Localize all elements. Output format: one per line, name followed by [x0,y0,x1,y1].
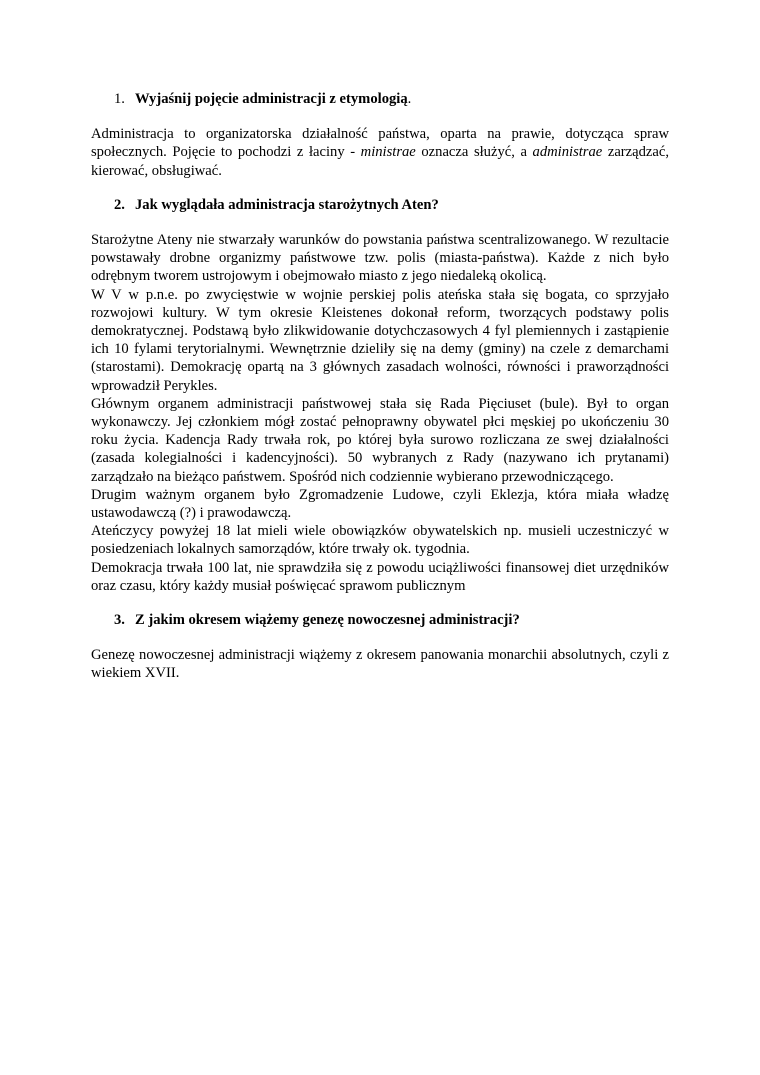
question-2-text: Jak wyglądała administracja starożytnych Aten? [135,196,439,213]
answer-1-text-a: Administracja to organizatorska działalność państwa, oparta na prawie, dotycząca spraw społecznych. Pojęcie to pochodzi z łaciny - [91,126,669,161]
question-3-heading [91,611,669,629]
answer-1-text-c: zarządzać, kierować, obsługiwać. [91,144,669,179]
question-1-text: Wyjaśnij pojęcie administracji z etymologią [135,91,408,107]
answer-1-text-b: oznacza służyć, a [415,144,533,161]
question-1-heading [91,90,669,108]
answer-3-paragraph: Genezę nowoczesnej administracji wiążemy z okresem panowania monarchii absolutnych, czyli z wiekiem XVII. [91,647,669,682]
question-2-heading [91,196,669,214]
question-1-number: 1. [114,91,125,107]
question-2-number: 2. [114,196,125,213]
answer-2-paragraph-6: Demokracja trwała 100 lat, nie sprawdziła się z powodu uciążliwości finansowej diet urzędników oraz czasu, który każdy musiał poświęcać sprawom publicznym [91,559,669,594]
answer-2-paragraph-3: Głównym organem administracji państwowej stała się Rada Pięciuset (bule). Był to organ wykonawczy. Jej członkiem mógł zostać pełnoprawny obywatel płci męskiej po ukończeniu 30 roku życia. Kadencja Rady trwała rok, po której była surowo rozliczana ze swej działalności (zasada kolegialności i kadencyjności). 50 wybranych z Rady (nazywano ich prytanami) zarządzało na bieżąco państwem. Spośród nich codziennie wybierano przewodniczącego. [91,395,669,485]
answer-2-paragraph-5: Ateńczycy powyżej 18 lat mieli wiele obowiązków obywatelskich np. musieli uczestniczyć w posiedzeniach lokalnych samorządów, które trwały ok. tygodnia. [91,523,669,558]
answer-1-term-ministrae: ministrae [360,144,416,161]
answer-1-term-administrae: administrae [532,144,603,161]
answer-2-paragraph-4: Drugim ważnym organem było Zgromadzenie Ludowe, czyli Eklezja, która miała władzę ustawodawczą (?) i prawodawczą. [91,486,669,522]
document-content [91,90,669,683]
answer-1-paragraph [91,125,669,180]
answer-2-paragraph-2: W V w p.n.e. po zwycięstwie w wojnie perskiej polis ateńska stała się bogata, co sprzyjało rozwojowi kultury. W tym okresie Kleistenes dokonał reform, tworzących podstawy polis demokratycznej. Podstawą było zlikwidowanie dotychczasowych 4 fyl plemiennych i zastąpienie ich 10 fylami terytorialnymi. Wewnętrznie dzieliły się na demy (gminy) na czele z demarchami (starostami). Demokrację opartą na 3 głównych zasadach wolności, równości i praworządności wprowadził Perykles. [91,286,669,394]
question-3-text: Z jakim okresem wiążemy genezę nowoczesnej administracji? [135,612,520,629]
answer-2-paragraph-1: Starożytne Ateny nie stwarzały warunków do powstania państwa scentralizowanego. W rezultacie powstawały drobne organizmy państwowe tzw. polis (miasta-państwa). Każde z nich było odrębnym tworem ustrojowym i obejmowało miasto z jego niedaleką okolicą. [91,232,669,285]
question-1-period: . [407,91,412,107]
question-3-number: 3. [114,612,125,629]
